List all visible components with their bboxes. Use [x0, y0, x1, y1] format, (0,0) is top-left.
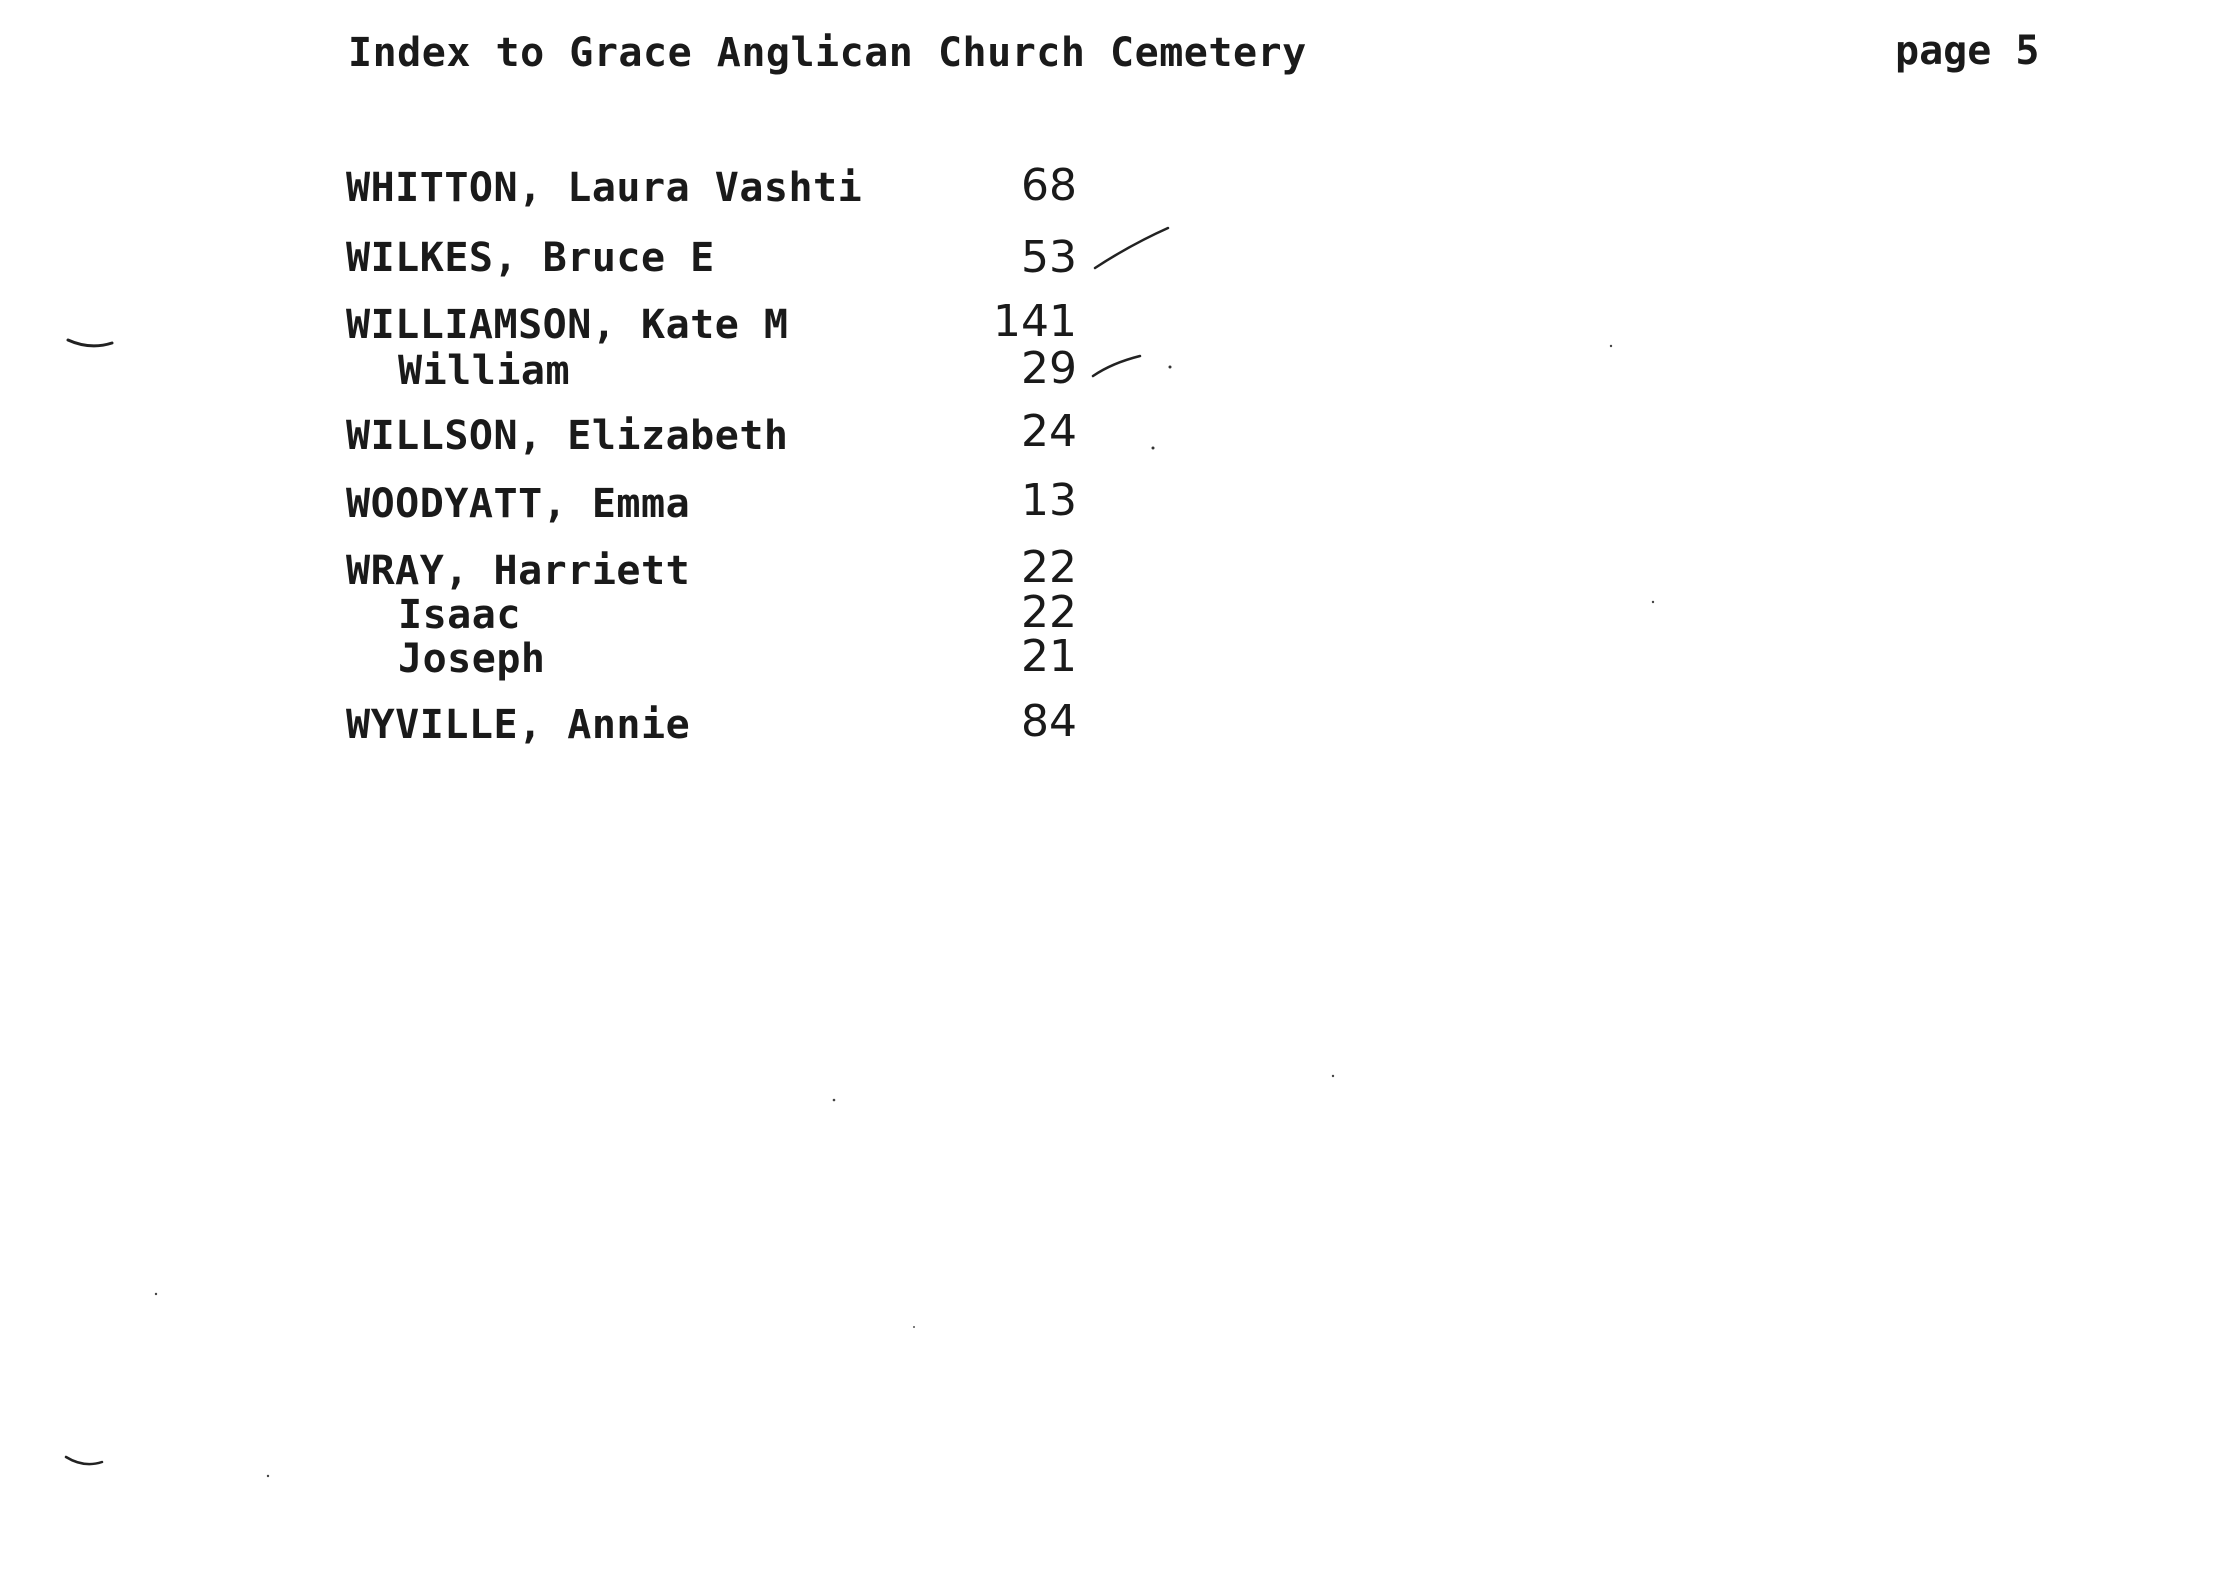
entry-number: 141 [993, 296, 1077, 347]
entry-name: WRAY, Harriett [346, 548, 691, 594]
entry-number: 29 [1021, 343, 1077, 394]
entry-name: WILKES, Bruce E [346, 235, 715, 281]
entry-name: Isaac [398, 592, 521, 638]
entry-name: WILLSON, Elizabeth [346, 413, 789, 459]
entry-number: 84 [1021, 696, 1077, 747]
speck-mark-icon [155, 1293, 157, 1295]
check-mark-icon [1095, 228, 1168, 268]
entry-name: WHITTON, Laura Vashti [346, 165, 863, 211]
page-title: Index to Grace Anglican Church Cemetery [348, 30, 1307, 76]
punch-hole-mark-icon [66, 1457, 102, 1464]
entry-number: 24 [1021, 406, 1077, 457]
speck-mark-icon [267, 1475, 269, 1477]
entry-number: 68 [1021, 160, 1077, 211]
speck-mark-icon [1610, 345, 1612, 347]
entry-name: WILLIAMSON, Kate M [346, 302, 789, 348]
punch-hole-mark-icon [68, 340, 112, 346]
entry-name: Joseph [398, 636, 546, 682]
speck-mark-icon [1652, 601, 1654, 603]
entry-number: 22 [1021, 587, 1077, 638]
entry-number: 22 [1021, 542, 1077, 593]
speck-mark-icon [1152, 447, 1155, 450]
speck-mark-icon [1332, 1075, 1334, 1077]
speck-mark-icon [833, 1099, 836, 1102]
entry-number: 53 [1021, 232, 1077, 283]
entry-number: 13 [1021, 475, 1077, 526]
entry-name: WYVILLE, Annie [346, 702, 691, 748]
page-number: page 5 [1895, 28, 2040, 74]
speck-mark-icon [1169, 366, 1172, 369]
entry-name: William [398, 348, 571, 394]
entry-number: 21 [1021, 631, 1077, 682]
check-mark-icon [1093, 356, 1140, 376]
speck-mark-icon [913, 1326, 915, 1328]
entry-name: WOODYATT, Emma [346, 481, 691, 527]
